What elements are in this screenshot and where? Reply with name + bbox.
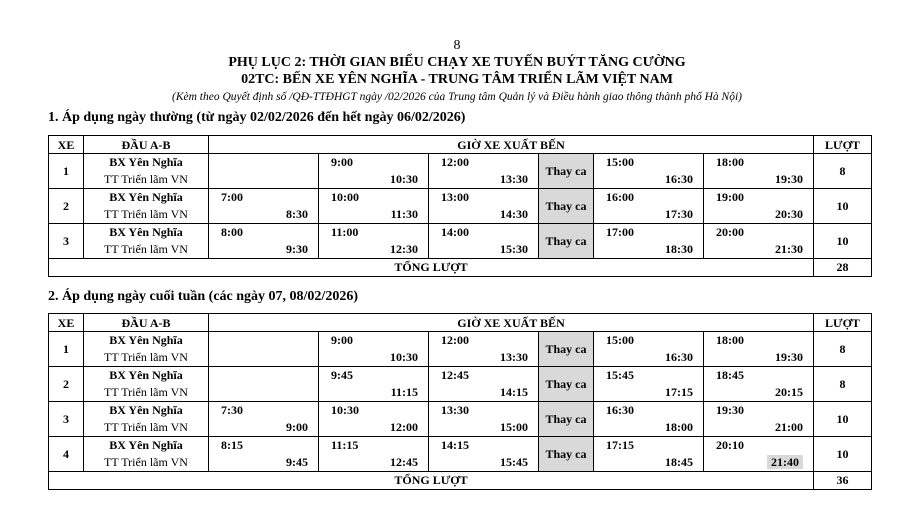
return-time-value: 21:30 — [775, 242, 803, 256]
vehicle-number: 3 — [49, 402, 84, 437]
header-xe: XE — [49, 136, 84, 154]
return-time — [704, 349, 814, 367]
total-label: TỔNG LƯỢT — [49, 472, 814, 490]
return-time — [704, 419, 814, 437]
return-time-value: 18:45 — [665, 455, 693, 469]
weekday-timetable — [48, 135, 871, 277]
total-label: TỔNG LƯỢT — [49, 259, 814, 277]
stop-b-label: TT Triển lãm VN — [84, 419, 209, 437]
shift-change: Thay ca — [539, 154, 594, 189]
return-time — [704, 454, 814, 472]
departure-time: 16:00 — [594, 189, 704, 207]
vehicle-number: 2 — [49, 189, 84, 224]
return-time — [594, 349, 704, 367]
vehicle-number: 2 — [49, 367, 84, 402]
stop-a-label: BX Yên Nghĩa — [84, 402, 209, 420]
departure-time — [209, 367, 319, 385]
return-time-value: 8:30 — [286, 207, 308, 221]
vehicle-number: 1 — [49, 154, 84, 189]
trip-count: 8 — [814, 367, 872, 402]
return-time — [594, 241, 704, 259]
shift-change: Thay ca — [539, 367, 594, 402]
departure-time: 18:45 — [704, 367, 814, 385]
departure-time: 7:00 — [209, 189, 319, 207]
return-time — [429, 206, 539, 224]
decision-reference: (Kèm theo Quyết định số /QĐ-TTĐHGT ngày /02/2026 của Trung tâm Quản lý và Điều hành giao thông thành phố Hà Nội) — [172, 91, 742, 103]
trip-count: 8 — [814, 154, 872, 189]
return-time-value: 21:40 — [767, 455, 803, 469]
return-time-value: 17:15 — [665, 385, 693, 399]
departure-time: 16:30 — [594, 402, 704, 420]
departure-time: 7:30 — [209, 402, 319, 420]
return-time-value: 11:30 — [390, 207, 418, 221]
return-time — [209, 349, 319, 367]
return-time — [209, 206, 319, 224]
stop-b-label: TT Triển lãm VN — [84, 206, 209, 224]
return-time — [594, 454, 704, 472]
return-time — [319, 241, 429, 259]
stop-b-label: TT Triển lãm VN — [84, 454, 209, 472]
return-time-value: 14:30 — [500, 207, 528, 221]
return-time — [319, 384, 429, 402]
departure-time: 9:00 — [319, 332, 429, 350]
return-time — [319, 206, 429, 224]
stop-a-label: BX Yên Nghĩa — [84, 367, 209, 385]
return-time-value: 10:30 — [390, 172, 418, 186]
return-time-value: 12:30 — [390, 242, 418, 256]
departure-time: 20:00 — [704, 224, 814, 242]
header-xe: XE — [49, 314, 84, 332]
page-number: 8 — [453, 38, 461, 53]
departure-time: 18:00 — [704, 154, 814, 172]
return-time — [429, 241, 539, 259]
return-time-value: 20:15 — [775, 385, 803, 399]
weekend-timetable — [48, 313, 871, 490]
vehicle-number: 3 — [49, 224, 84, 259]
departure-time: 12:45 — [429, 367, 539, 385]
departure-time: 8:00 — [209, 224, 319, 242]
return-time-value: 16:30 — [665, 350, 693, 364]
shift-change: Thay ca — [539, 402, 594, 437]
return-time — [209, 384, 319, 402]
departure-time: 11:15 — [319, 437, 429, 455]
header-luot: LƯỢT — [814, 136, 872, 154]
header-departure-times: GIỜ XE XUẤT BẾN — [209, 314, 814, 332]
return-time — [704, 241, 814, 259]
return-time-value: 10:30 — [390, 350, 418, 364]
return-time — [319, 454, 429, 472]
return-time-value: 20:30 — [775, 207, 803, 221]
departure-time: 20:10 — [704, 437, 814, 455]
return-time — [319, 349, 429, 367]
stop-b-label: TT Triển lãm VN — [84, 241, 209, 259]
return-time-value: 18:30 — [665, 242, 693, 256]
return-time — [429, 384, 539, 402]
document-title: PHỤ LỤC 2: THỜI GIAN BIỂU CHẠY XE TUYẾN BUÝT TĂNG CƯỜNG — [228, 55, 686, 70]
return-time — [429, 171, 539, 189]
shift-change: Thay ca — [539, 224, 594, 259]
return-time — [319, 171, 429, 189]
return-time — [429, 454, 539, 472]
return-time-value: 15:00 — [500, 420, 528, 434]
return-time-value: 21:00 — [775, 420, 803, 434]
return-time-value: 19:30 — [775, 350, 803, 364]
return-time-value: 16:30 — [665, 172, 693, 186]
return-time-value: 13:30 — [500, 172, 528, 186]
total-trips: 36 — [814, 472, 872, 490]
departure-time: 19:30 — [704, 402, 814, 420]
total-trips: 28 — [814, 259, 872, 277]
trip-count: 10 — [814, 189, 872, 224]
stop-a-label: BX Yên Nghĩa — [84, 437, 209, 455]
departure-time: 19:00 — [704, 189, 814, 207]
return-time-value: 18:00 — [665, 420, 693, 434]
return-time — [594, 206, 704, 224]
departure-time: 14:00 — [429, 224, 539, 242]
departure-time: 17:00 — [594, 224, 704, 242]
departure-time: 18:00 — [704, 332, 814, 350]
departure-time: 11:00 — [319, 224, 429, 242]
departure-time: 15:00 — [594, 332, 704, 350]
departure-time: 10:00 — [319, 189, 429, 207]
section-heading-weekend: 2. Áp dụng ngày cuối tuần (các ngày 07, 08/02/2026) — [48, 289, 358, 304]
trip-count: 10 — [814, 437, 872, 472]
vehicle-number: 4 — [49, 437, 84, 472]
trip-count: 10 — [814, 224, 872, 259]
return-time-value: 12:00 — [390, 420, 418, 434]
stop-a-label: BX Yên Nghĩa — [84, 189, 209, 207]
trip-count: 8 — [814, 332, 872, 367]
return-time-value: 13:30 — [500, 350, 528, 364]
departure-time: 9:45 — [319, 367, 429, 385]
header-luot: LƯỢT — [814, 314, 872, 332]
stop-b-label: TT Triển lãm VN — [84, 384, 209, 402]
return-time — [704, 171, 814, 189]
return-time — [704, 206, 814, 224]
departure-time — [209, 154, 319, 172]
stop-b-label: TT Triển lãm VN — [84, 171, 209, 189]
header-departure-times: GIỜ XE XUẤT BẾN — [209, 136, 814, 154]
stop-a-label: BX Yên Nghĩa — [84, 332, 209, 350]
route-title: 02TC: BẾN XE YÊN NGHĨA - TRUNG TÂM TRIỂN LÃM VIỆT NAM — [241, 72, 673, 87]
return-time — [594, 419, 704, 437]
departure-time: 8:15 — [209, 437, 319, 455]
shift-change: Thay ca — [539, 437, 594, 472]
return-time — [209, 454, 319, 472]
return-time-value: 19:30 — [775, 172, 803, 186]
departure-time: 15:00 — [594, 154, 704, 172]
stop-a-label: BX Yên Nghĩa — [84, 154, 209, 172]
return-time-value: 15:30 — [500, 242, 528, 256]
return-time — [209, 171, 319, 189]
return-time-value: 12:45 — [390, 455, 418, 469]
shift-change: Thay ca — [539, 332, 594, 367]
return-time — [594, 171, 704, 189]
stop-b-label: TT Triển lãm VN — [84, 349, 209, 367]
return-time — [319, 419, 429, 437]
return-time — [209, 419, 319, 437]
departure-time: 17:15 — [594, 437, 704, 455]
departure-time: 15:45 — [594, 367, 704, 385]
return-time-value: 17:30 — [665, 207, 693, 221]
departure-time — [209, 332, 319, 350]
vehicle-number: 1 — [49, 332, 84, 367]
departure-time: 14:15 — [429, 437, 539, 455]
return-time — [429, 349, 539, 367]
departure-time: 13:00 — [429, 189, 539, 207]
return-time-value: 15:45 — [500, 455, 528, 469]
shift-change: Thay ca — [539, 189, 594, 224]
return-time-value: 9:30 — [286, 242, 308, 256]
departure-time: 9:00 — [319, 154, 429, 172]
departure-time: 13:30 — [429, 402, 539, 420]
departure-time: 10:30 — [319, 402, 429, 420]
return-time — [594, 384, 704, 402]
departure-time: 12:00 — [429, 154, 539, 172]
return-time-value: 9:00 — [286, 420, 308, 434]
return-time — [209, 241, 319, 259]
return-time — [429, 419, 539, 437]
departure-time: 12:00 — [429, 332, 539, 350]
trip-count: 10 — [814, 402, 872, 437]
return-time-value: 14:15 — [500, 385, 528, 399]
return-time-value: 9:45 — [286, 455, 308, 469]
return-time — [704, 384, 814, 402]
header-dau: ĐẦU A-B — [84, 314, 209, 332]
stop-a-label: BX Yên Nghĩa — [84, 224, 209, 242]
section-heading-weekday: 1. Áp dụng ngày thường (từ ngày 02/02/2026 đến hết ngày 06/02/2026) — [48, 110, 466, 125]
header-dau: ĐẦU A-B — [84, 136, 209, 154]
return-time-value: 11:15 — [390, 385, 418, 399]
